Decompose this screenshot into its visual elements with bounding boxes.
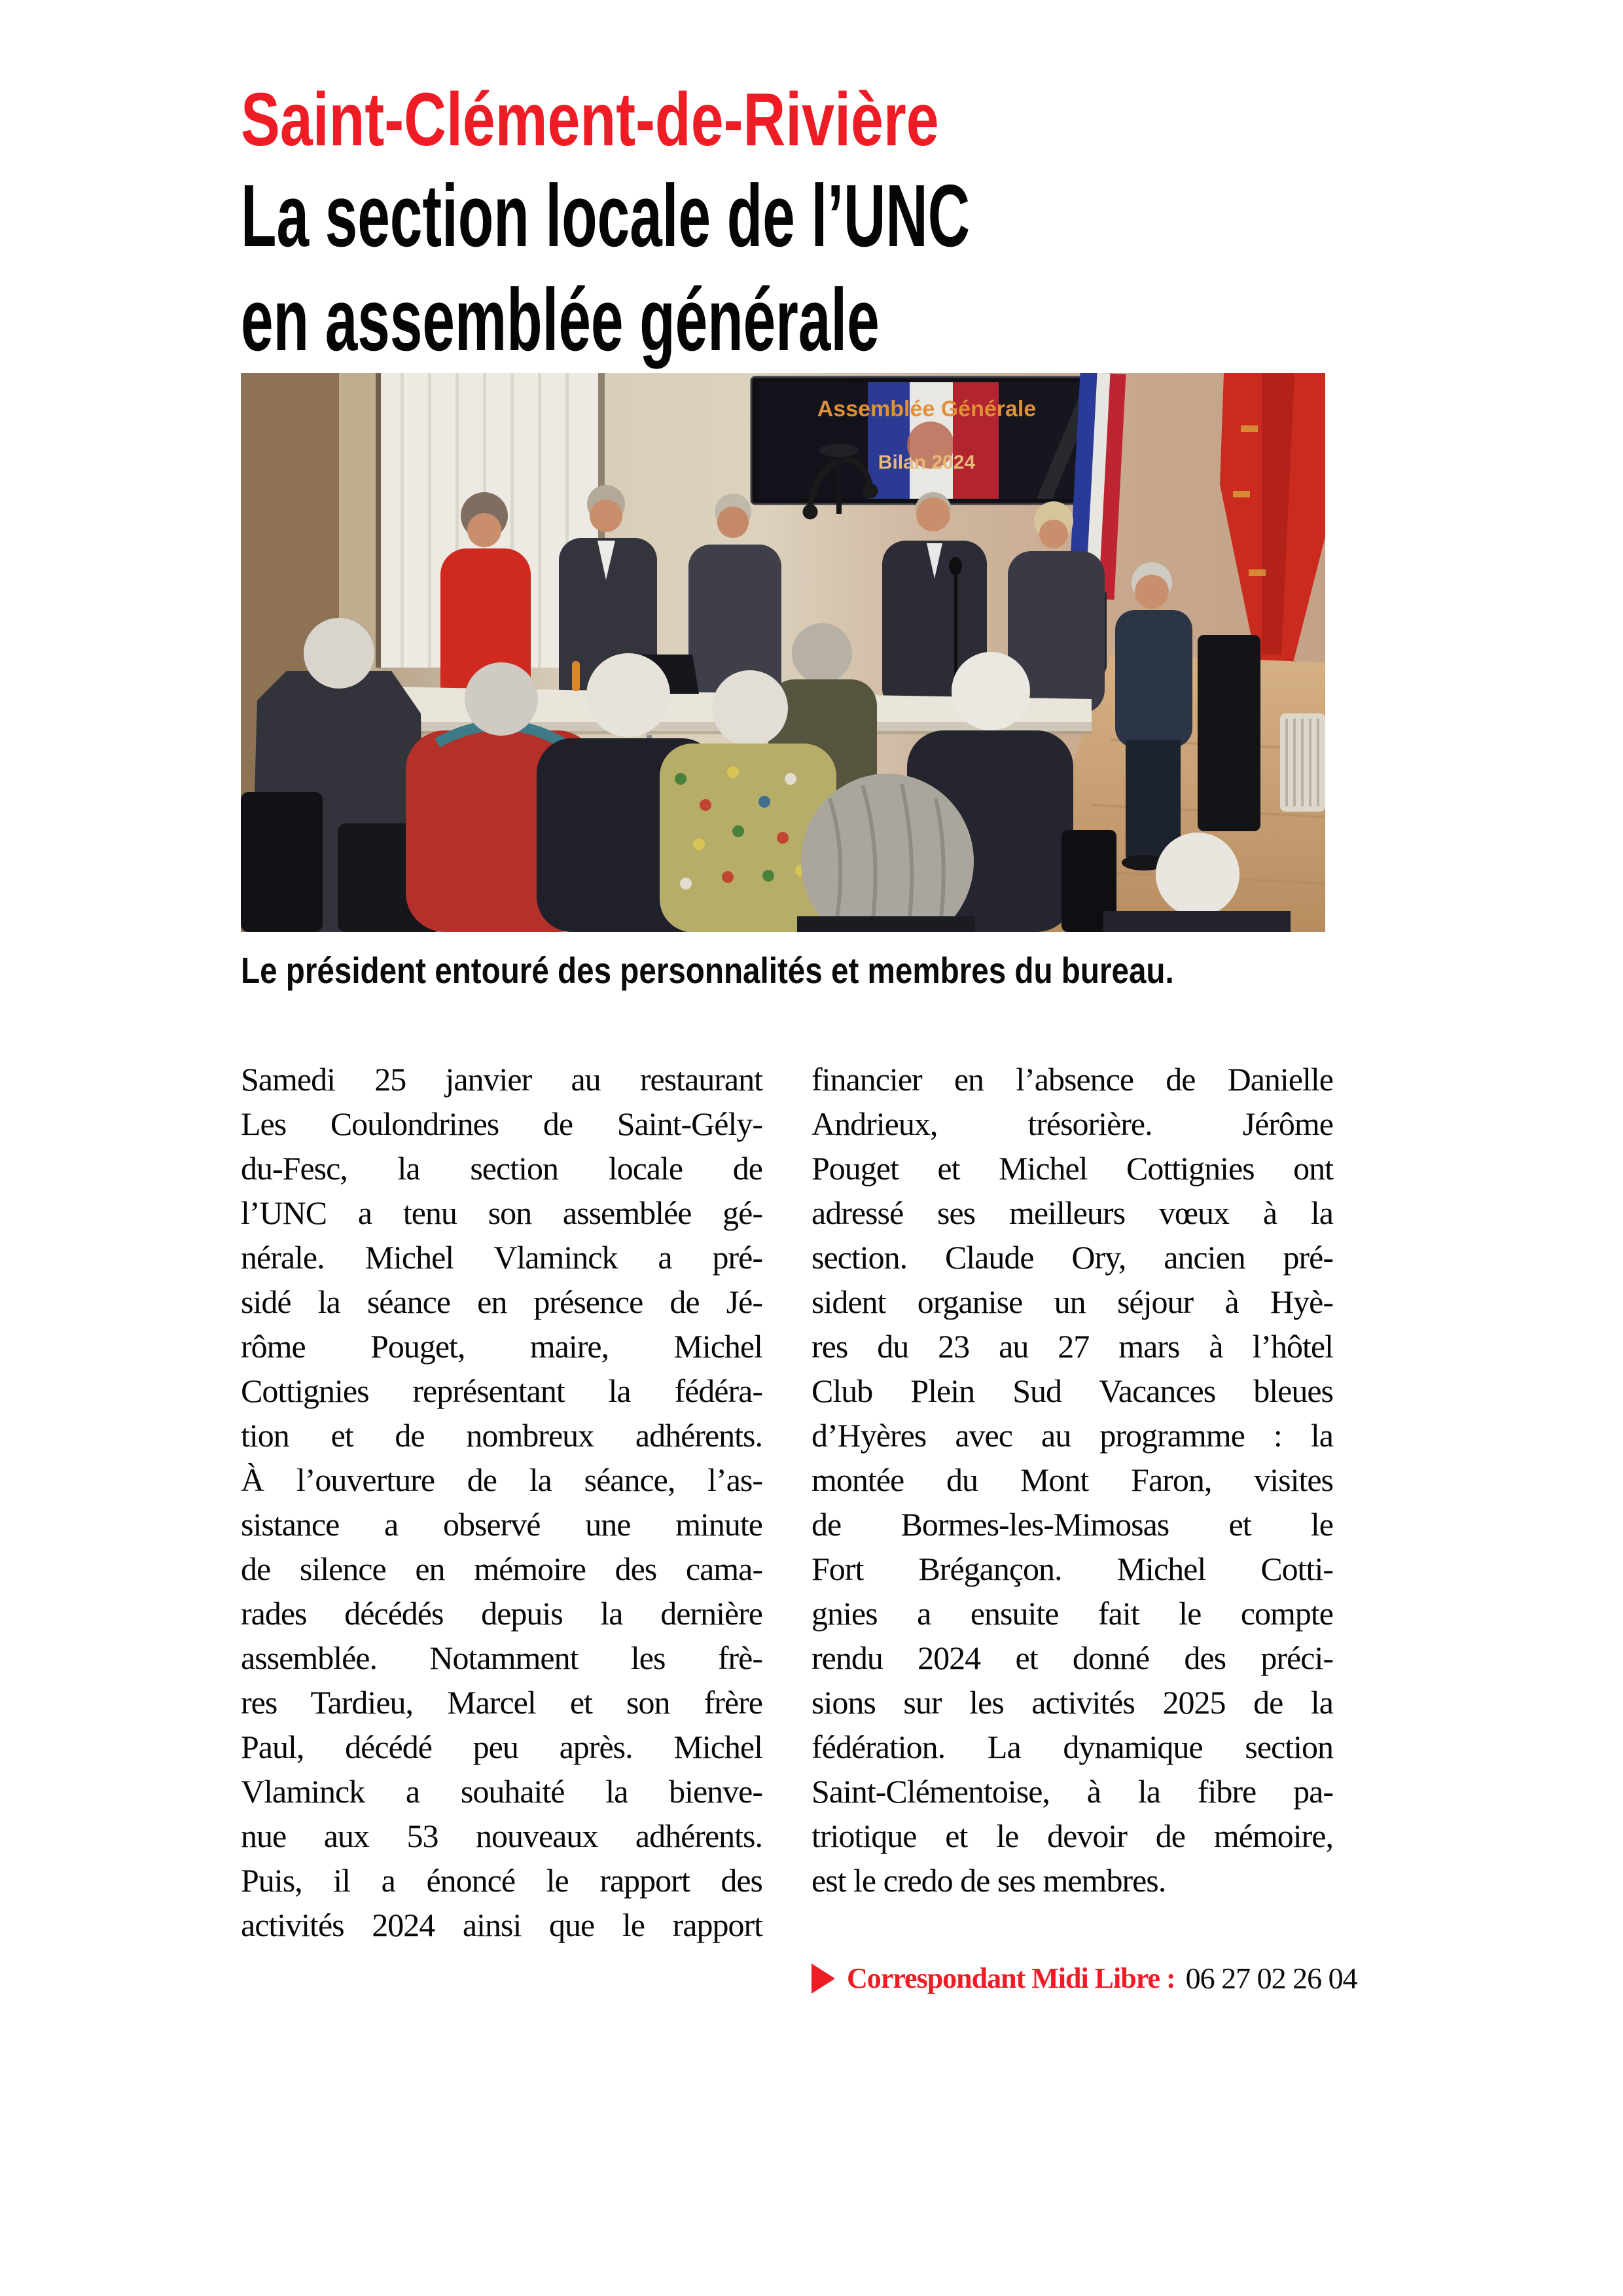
- body-line: montée du Mont Faron, visites: [812, 1462, 1333, 1498]
- arrow-icon: [812, 1964, 835, 1994]
- body-line: res du 23 au 27 mars à l’hôtel: [812, 1328, 1333, 1365]
- body-line: Les Coulondrines de Saint-Gély-: [241, 1105, 762, 1142]
- body-line: Andrieux, trésorière. Jérôme: [812, 1105, 1333, 1142]
- body-line: Cottignies représentant la fédéra-: [241, 1372, 762, 1409]
- body-line: rôme Pouget, maire, Michel: [241, 1328, 762, 1365]
- correspondent-line: [812, 1961, 1357, 1996]
- body-line: Puis, il a énoncé le rapport des: [241, 1862, 762, 1899]
- body-line: fédération. La dynamique section: [812, 1729, 1333, 1765]
- body-line: l’UNC a tenu son assemblée gé-: [241, 1194, 762, 1231]
- body-line: sistance a observé une minute: [241, 1506, 762, 1543]
- headline-line-2: en assemblée générale: [241, 270, 880, 369]
- article-photo: [241, 373, 1325, 932]
- body-line: activités 2024 ainsi que le rapport: [241, 1907, 762, 1943]
- body-line: Pouget et Michel Cottignies ont: [812, 1150, 1333, 1187]
- radiator: [1280, 713, 1325, 812]
- body-line: sions sur les activités 2025 de la: [812, 1684, 1333, 1721]
- photo-caption: [241, 950, 1338, 991]
- body-line: de silence en mémoire des cama-: [241, 1551, 762, 1587]
- body-line: Club Plein Sud Vacances bleues: [812, 1372, 1333, 1409]
- body-line: rendu 2024 et donné des préci-: [812, 1640, 1333, 1676]
- body-line: section. Claude Ory, ancien pré-: [812, 1239, 1333, 1276]
- body-line: de Bormes-les-Mimosas et le: [812, 1506, 1333, 1543]
- body-line: sident organise un séjour à Hyè-: [812, 1283, 1333, 1320]
- body-line: d’Hyères avec au programme : la: [812, 1417, 1333, 1454]
- body-line: assemblée. Notamment les frè-: [241, 1640, 762, 1676]
- correspondent-label: Correspondant Midi Libre :: [847, 1962, 1175, 1994]
- body-line: est le credo de ses membres.: [812, 1862, 1166, 1899]
- body-line: Saint-Clémentoise, à la fibre pa-: [812, 1773, 1333, 1810]
- body-line: adressé ses meilleurs vœux à la: [812, 1194, 1333, 1231]
- article-column-left: [241, 1057, 762, 1947]
- body-line: tion et de nombreux adhérents.: [241, 1417, 762, 1454]
- body-line: gnies a ensuite fait le compte: [812, 1595, 1333, 1632]
- body-line: res Tardieu, Marcel et son frère: [241, 1684, 762, 1721]
- kicker: [241, 78, 1136, 162]
- article-column-right: [812, 1057, 1333, 1903]
- tv-screen: [751, 377, 1101, 504]
- body-line: À l’ouverture de la séance, l’as-: [241, 1462, 762, 1498]
- body-line: nue aux 53 nouveaux adhérents.: [241, 1818, 762, 1854]
- photo-caption-text: Le président entouré des personnalités et membres du bureau.: [241, 950, 1174, 991]
- meeting-photo-illustration: [241, 373, 1325, 932]
- body-line: Samedi 25 janvier au restaurant: [241, 1061, 762, 1098]
- kicker-text: Saint-Clément-de-Rivière: [241, 78, 939, 162]
- body-line: nérale. Michel Vlaminck a pré-: [241, 1239, 762, 1276]
- body-line: financier en l’absence de Danielle: [812, 1061, 1333, 1098]
- headline-line-1: La section locale de l’UNC: [241, 166, 971, 265]
- body-line: sidé la séance en présence de Jé-: [241, 1283, 762, 1320]
- screen-title-text: Assemblée Générale: [817, 397, 1037, 422]
- screen-subtitle-text: Bilan 2024: [878, 452, 976, 473]
- correspondent-phone: 06 27 02 26 04: [1185, 1962, 1357, 1995]
- page-title: [241, 164, 1346, 372]
- body-line: du-Fesc, la section locale de: [241, 1150, 762, 1187]
- body-line: Vlaminck a souhaité la bienve-: [241, 1773, 762, 1810]
- body-line: rades décédés depuis la dernière: [241, 1595, 762, 1632]
- body-line: Paul, décédé peu après. Michel: [241, 1729, 762, 1765]
- body-line: Fort Brégançon. Michel Cotti-: [812, 1551, 1333, 1587]
- body-line: triotique et le devoir de mémoire,: [812, 1818, 1333, 1854]
